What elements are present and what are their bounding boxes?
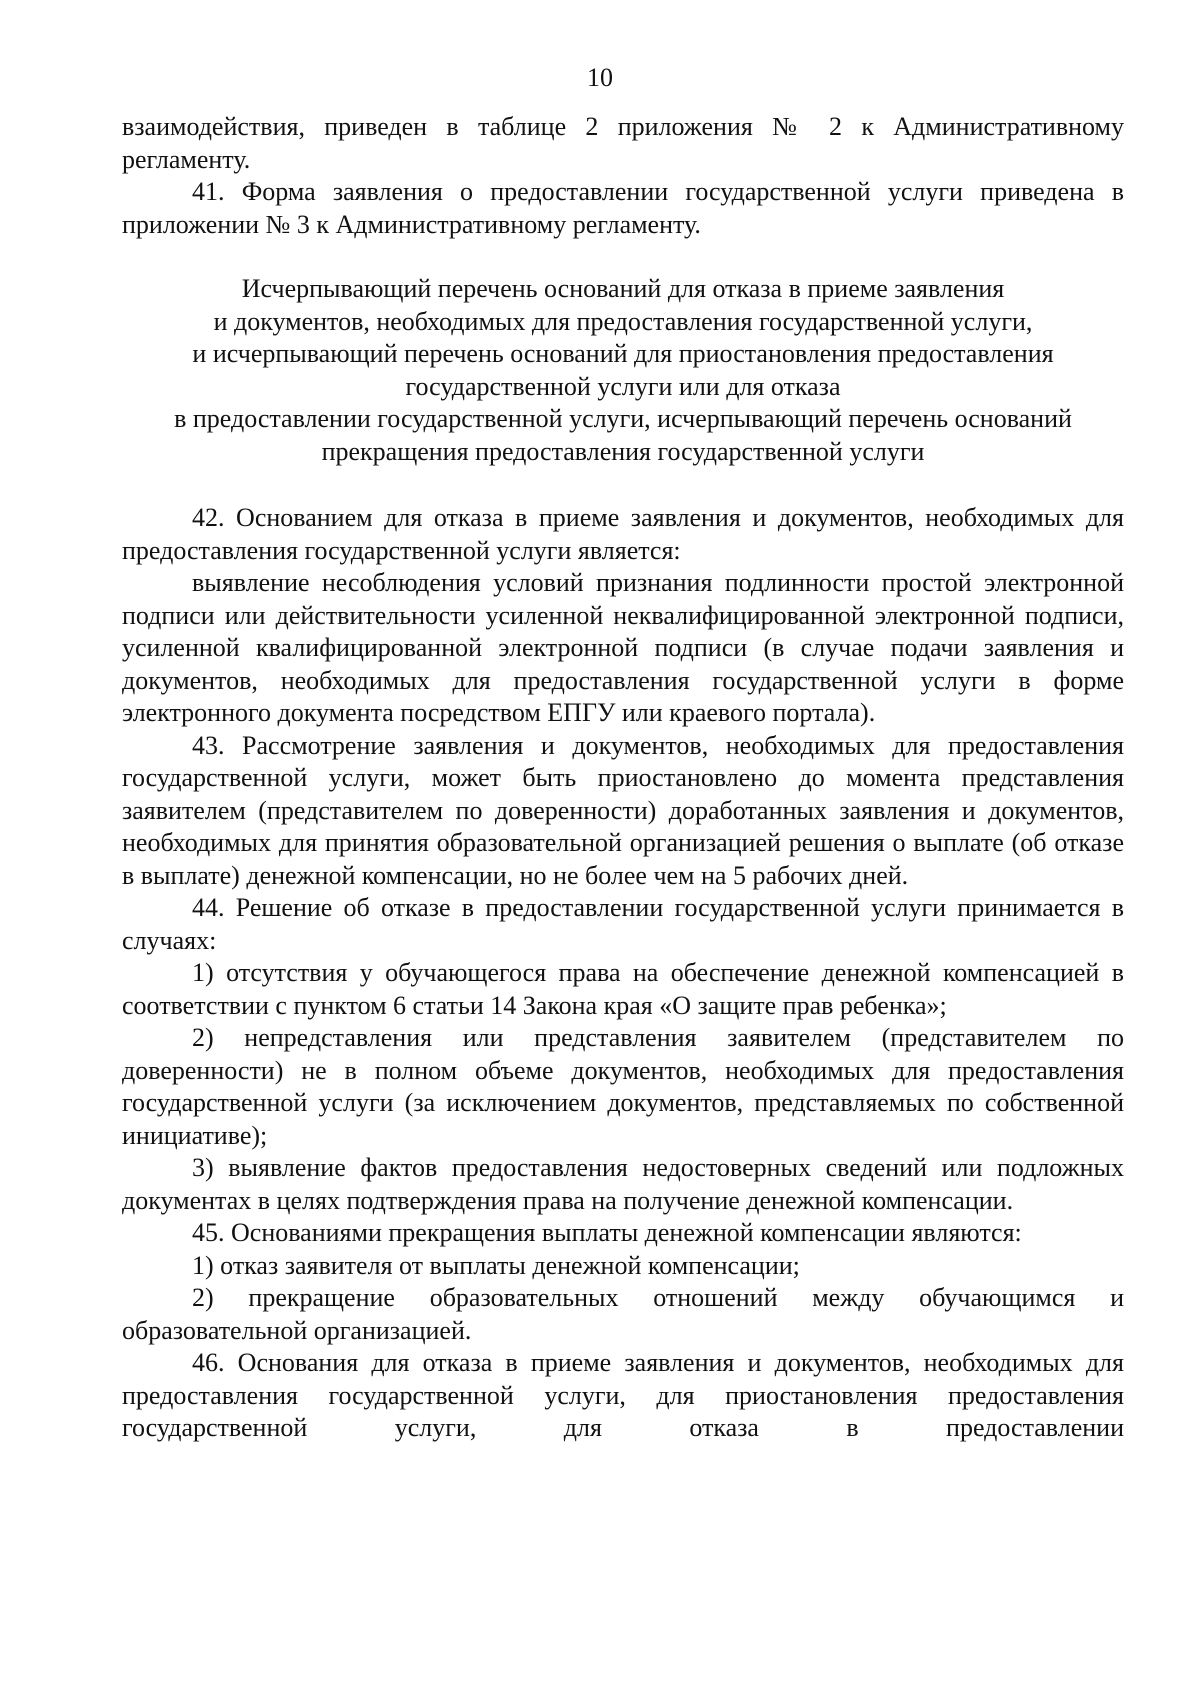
heading-line: в предоставлении государственной услуги, исчерпывающий перечень оснований [174,404,1072,433]
paragraphs-before [122,111,1124,241]
document-body [122,111,1124,1445]
paragraph-p44-2: 2) непредставления или представления заявителем (представителем по доверенности) не в полном объеме документов, необходимых для предоставления государственной услуги (за исключением документов, представляемых по собственной инициативе); [122,1023,1124,1150]
paragraph-p45-2: 2) прекращение образовательных отношений между обучающимся и образовательной организацией. [122,1283,1124,1345]
paragraph-p46: 46. Основания для отказа в приеме заявления и документов, необходимых для предоставления государственной услуги, для приостановления предоставления государственной услуги, для отказа в предоставлении [122,1348,1124,1442]
heading-line: государственной услуги или для отказа [405,371,841,401]
heading-line: и исчерпывающий перечень оснований для приостановления предоставления [192,339,1054,368]
heading-line: прекращения предоставления государственной услуги [321,436,925,466]
paragraph-p42: 42. Основанием для отказа в приеме заявления и документов, необходимых для предоставления государственной услуги является: [122,503,1124,565]
paragraph-p44-1: 1) отсутствия у обучающегося права на обеспечение денежной компенсацией в соответствии с пунктом 6 статьи 14 Закона края «О защите прав ребенка»; [122,958,1124,1020]
paragraph-p44: 44. Решение об отказе в предоставлении государственной услуги принимается в случаях: [122,893,1124,955]
paragraph-p-cont: взаимодействия, приведен в таблице 2 приложения № 2 к Административному регламенту. [122,112,1124,174]
heading-line: и документов, необходимых для предоставления государственной услуги, [213,306,1033,336]
page-number: 10 [587,63,613,92]
paragraph-p45-1: 1) отказ заявителя от выплаты денежной компенсации; [192,1250,800,1280]
paragraph-p43: 43. Рассмотрение заявления и документов, необходимых для предоставления государственной услуги, может быть приостановлено до момента представления заявителем (представителем по доверенности) доработанных заявления и документов, необходимых для принятия образовательной организацией решения о выплате (об отказе в выплате) денежной компенсации, но не более чем на 5 рабочих дней. [122,730,1124,890]
paragraph-p44-3: 3) выявление фактов предоставления недостоверных сведений или подложных документах в целях подтверждения права на получение денежной компенсации. [122,1153,1124,1215]
paragraph-p42-item: выявление несоблюдения условий признания подлинности простой электронной подписи или действительности усиленной неквалифицированной электронной подписи, усиленной квалифицированной электронной подписи (в случае подачи заявления и документов, необходимых для предоставления государственной услуги в форме электронного документа посредством ЕПГУ или краевого портала). [122,568,1124,727]
heading-line: Исчерпывающий перечень оснований для отказа в приеме заявления [241,274,1005,303]
paragraph-p41: 41. Форма заявления о предоставлении государственной услуги приведена в приложении № 3 к Административному регламенту. [122,177,1124,239]
paragraph-p45: 45. Основаниями прекращения выплаты денежной компенсации являются: [192,1218,1022,1247]
paragraphs-after [122,502,1124,1445]
section-heading [122,273,1124,468]
